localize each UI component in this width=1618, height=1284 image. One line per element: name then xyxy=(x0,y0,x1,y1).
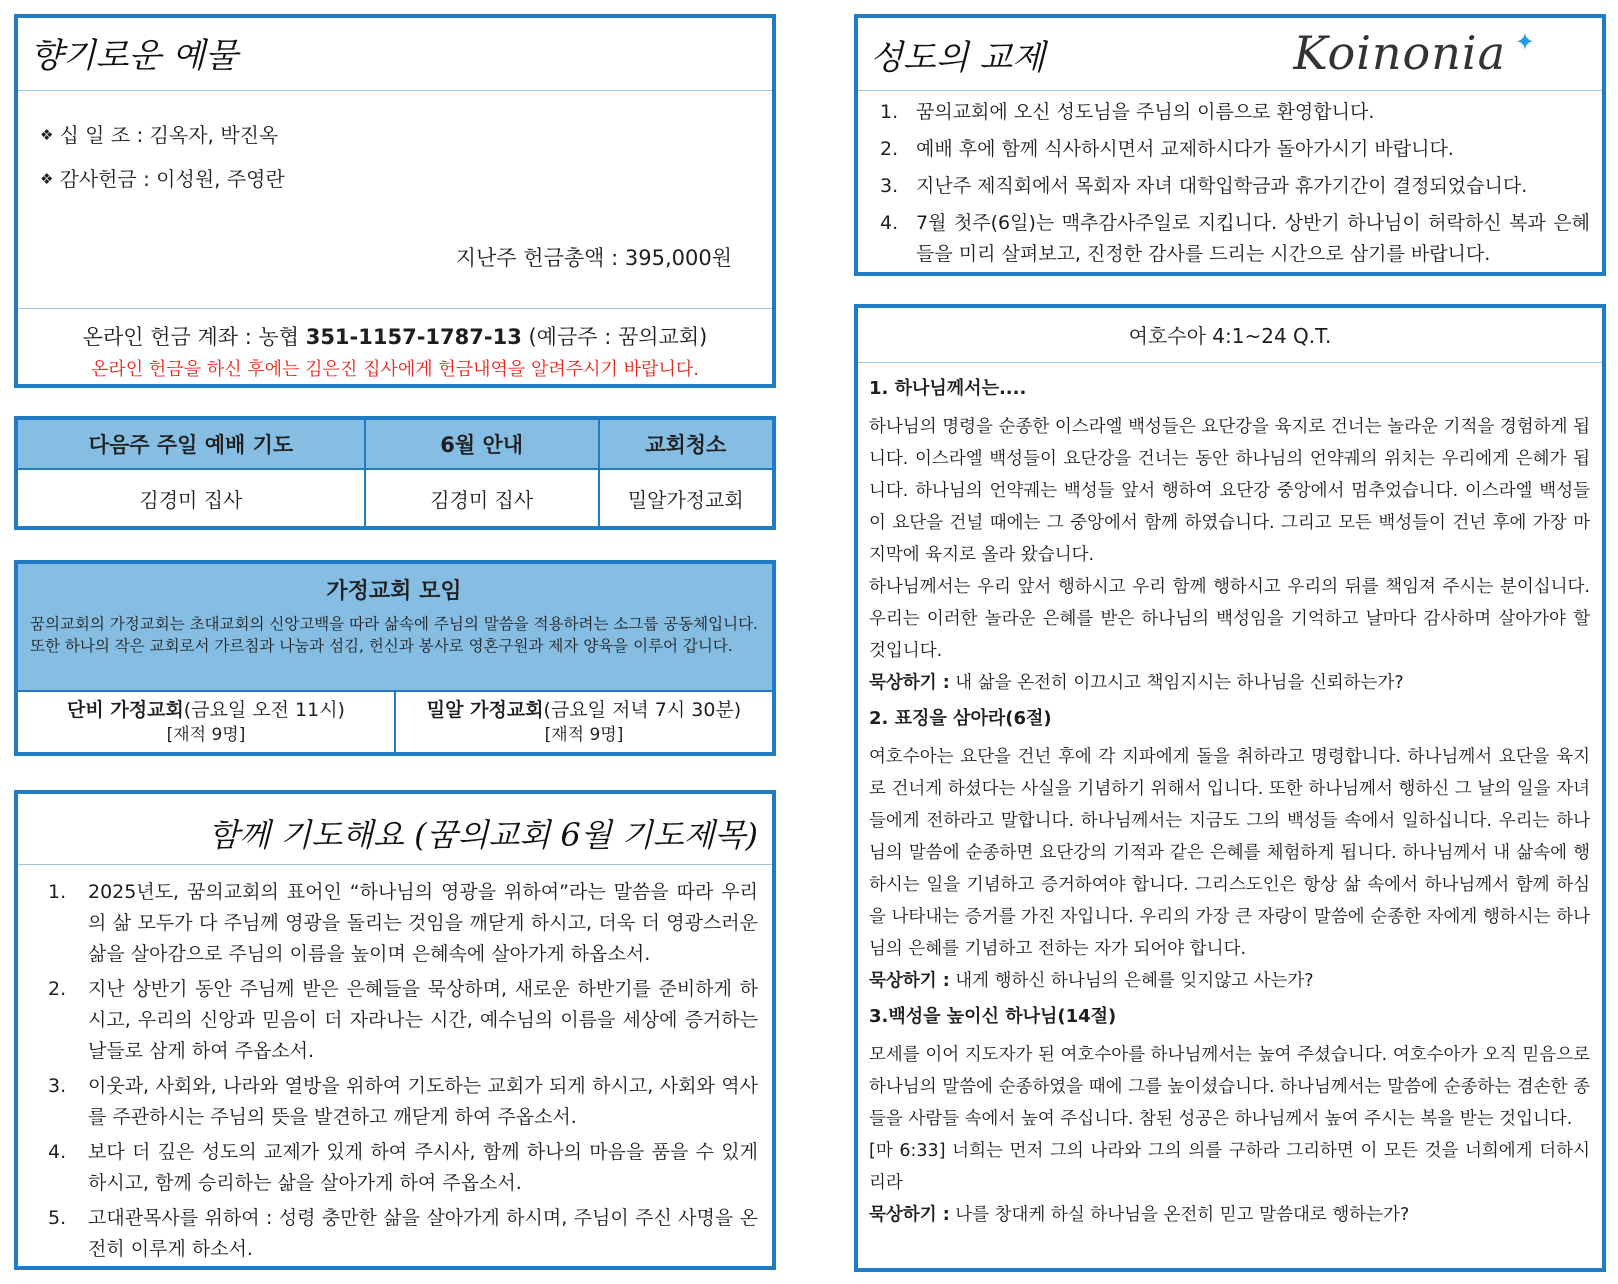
meditate-label: 묵상하기 : xyxy=(869,1205,950,1225)
duty-header-prayer: 다음주 주일 예배 기도 xyxy=(18,420,365,469)
thanks-text: 감사헌금 : 이성원, 주영란 xyxy=(59,167,285,191)
qt-paragraph: 하나님의 명령을 순종한 이스라엘 백성들은 요단강을 육지로 건너는 놀라운 기적을 경험하게 됩니다. 이스라엘 백성들이 요단강을 건너는 동안 하나님의 언약궤의 위치는 우리에게 은혜가 됩니다. 하나님의 언약궤는 백성들 앞서 행하여 요단강 중앙에서 멈추었습니다. 이스라엘 백성들이 요단을 건널 때에는 그 중앙에서 함께 하였습니다. 그리고 모든 백성들이 건넌 후에 가장 마지막에 육지로 올라 왔습니다. xyxy=(869,417,1590,565)
house-church-box xyxy=(14,560,776,756)
list-item xyxy=(48,1137,758,1199)
group-milal xyxy=(396,692,772,752)
diamond-bullet-icon: ❖ xyxy=(40,126,54,144)
diamond-bullet-icon: ❖ xyxy=(40,170,54,188)
item-number: 5. xyxy=(48,1207,67,1229)
meditation-text: 내 삶을 온전히 이끄시고 책임지시는 하나님을 신뢰하는가? xyxy=(949,673,1404,693)
duty-value-prayer: 김경미 집사 xyxy=(18,469,365,526)
group-members: [재적 9명] xyxy=(544,725,624,745)
account-number: 351-1157-1787-13 xyxy=(305,325,522,349)
house-church-title: 가정교회 모임 xyxy=(326,579,462,604)
item-number: 3. xyxy=(880,175,899,197)
qt-section-heading: 3.백성을 높이신 하나님(14절) xyxy=(869,1006,1117,1027)
house-church-groups xyxy=(18,692,772,752)
list-item xyxy=(880,134,1590,165)
item-number: 2. xyxy=(48,978,67,1000)
meditation-text: 나를 창대케 하실 하나님을 온전히 믿고 말씀대로 행하는가? xyxy=(949,1205,1410,1225)
qt-title: 여호수아 4:1~24 Q.T. xyxy=(1128,324,1332,348)
list-item xyxy=(48,1071,758,1133)
duty-value-cleaning: 밀알가정교회 xyxy=(627,487,744,512)
item-number: 2. xyxy=(880,138,899,160)
item-text: 7월 첫주(6일)는 맥추감사주일로 지킵니다. 상반기 하나님이 허락하신 복과 은혜들을 미리 살펴보고, 진정한 감사를 드리는 시간으로 삼기를 바랍니다. xyxy=(916,212,1590,265)
group-name: 단비 가정교회 xyxy=(67,699,184,721)
qt-section-heading: 2. 표징을 삼아라(6절) xyxy=(869,708,1052,729)
offering-heading: 향기로운 예물 xyxy=(30,36,238,76)
koinonia-logo xyxy=(1293,26,1536,80)
meditate-label: 묵상하기 : xyxy=(869,673,950,693)
qt-box xyxy=(854,304,1606,1272)
item-text: 보다 더 깊은 성도의 교제가 있게 하여 주시사, 함께 하나의 마음을 품을 수 있게 하시고, 함께 승리하는 삶을 살아가게 하여 주옵소서. xyxy=(88,1141,758,1194)
account-prefix: 온라인 헌금 계좌 : 농협 xyxy=(82,325,306,349)
qt-paragraph: [마 6:33] 너희는 먼저 그의 나라와 그의 의를 구하라 그리하면 이 모든 것을 너희에게 더하시리라 xyxy=(869,1141,1590,1193)
house-church-intro xyxy=(18,564,772,692)
prayer-heading: 함께 기도해요 (꿈의교회 6월 기도제목) xyxy=(208,816,758,854)
item-text: 꿈의교회에 오신 성도님을 주님의 이름으로 환영합니다. xyxy=(916,101,1375,123)
qt-meditation xyxy=(869,1199,1590,1231)
tithe-line xyxy=(40,113,772,157)
item-text: 지난 상반기 동안 주님께 받은 은혜들을 묵상하며, 새로운 하반기를 준비하게 하시고, 우리의 신앙과 믿음이 더 자라나는 시간, 예수님의 이름을 세상에 증거하는 날들로 삼게 하여 주옵소서. xyxy=(88,978,758,1062)
house-church-description: 꿈의교회의 가정교회는 초대교회의 신앙고백을 따라 삶속에 주님의 말씀을 적용하려는 소그룹 공동체입니다. 또한 하나의 작은 교회로서 가르침과 나눔과 섬김, 헌신과 봉사로 영혼구원과 제자 양육을 이루어 갑니다. xyxy=(30,615,758,655)
account-suffix: (예금주 : 꿈의교회) xyxy=(521,325,708,349)
thanks-line xyxy=(40,157,772,201)
item-number: 1. xyxy=(880,101,899,123)
account-line xyxy=(18,321,772,351)
qt-paragraph: 여호수아는 요단을 건넌 후에 각 지파에게 돌을 취하라고 명령합니다. 하나님께서 요단을 육지로 건너게 하셨다는 사실을 기념하기 위해서 입니다. 또한 하나님께서 행하신 그 날의 일을 자녀들에게 전하라고 말합니다. 하나님께서는 지금도 그의 백성들 속에서 일하십니다. 우리는 하나님의 말씀에 순종하면 요단강의 기적과 같은 은혜를 체험하게 됩니다. 하나님께서 내 삶속에 행하시는 일을 기념하고 증거하여야 합니다. 그리스도인은 항상 삶 속에서 하나님께서 함께 하심을 나타내는 증거를 가진 자입니다. 우리의 가장 큰 자랑이 말씀에 순종한 자에게 행하시는 하나님의 은혜를 기념하고 전하는 자가 되어야 합니다. xyxy=(869,747,1590,959)
offering-header xyxy=(18,18,772,90)
duty-header-june: 6월 안내 xyxy=(365,420,599,469)
qt-meditation xyxy=(869,667,1590,699)
fellowship-heading: 성도의 교제 xyxy=(870,38,1046,78)
duty-header-cleaning: 교회청소 xyxy=(599,420,772,469)
item-number: 4. xyxy=(880,212,899,234)
item-number: 4. xyxy=(48,1141,67,1163)
group-danbi xyxy=(18,692,396,752)
qt-section-heading: 1. 하나님께서는.... xyxy=(869,378,1027,399)
qt-paragraph: 모세를 이어 지도자가 된 여호수아를 하나님께서는 높여 주셨습니다. 여호수아가 오직 믿음으로 하나님의 말씀에 순종하였을 때에 그를 높이셨습니다. 하나님께서는 말씀에 순종하는 겸손한 종들을 사람들 속에서 높여 주십니다. 참된 성공은 하나님께서 높여 주시는 복을 받는 것입니다. xyxy=(869,1045,1590,1129)
qt-paragraph: 하나님께서는 우리 앞서 행하시고 우리 함께 행하시고 우리의 뒤를 책임져 주시는 분이십니다. 우리는 이러한 놀라운 은혜를 받은 하나님의 백성임을 기억하고 날마다 감사하며 살아가야 할 것입니다. xyxy=(869,577,1590,661)
list-item xyxy=(48,1203,758,1265)
divider xyxy=(18,864,772,865)
offering-box xyxy=(14,14,776,388)
list-item xyxy=(48,877,758,970)
group-name: 밀알 가정교회 xyxy=(426,699,544,721)
group-time: (금요일 저녁 7시 30분) xyxy=(543,699,742,721)
divider xyxy=(18,308,772,309)
item-text: 고대관목사를 위하여 : 성령 충만한 삶을 살아가게 하시며, 주님이 주신 사명을 온전히 이루게 하소서. xyxy=(88,1207,758,1260)
meditate-label: 묵상하기 : xyxy=(869,971,950,991)
duty-table-box xyxy=(14,416,776,530)
item-number: 3. xyxy=(48,1075,67,1097)
group-time: (금요일 오전 11시) xyxy=(183,699,345,721)
account-warning: 온라인 헌금을 하신 후에는 김은진 집사에게 헌금내역을 알려주시기 바랍니다. xyxy=(91,359,699,380)
star-icon: ✦ xyxy=(1514,28,1536,56)
duty-table xyxy=(18,420,772,526)
logo-text: Koinonia xyxy=(1293,26,1506,80)
tithe-text: 십 일 조 : 김옥자, 박진옥 xyxy=(59,123,279,147)
divider xyxy=(858,90,1602,91)
fellowship-box xyxy=(854,14,1606,276)
account-section xyxy=(18,308,772,381)
offering-list xyxy=(18,91,772,201)
qt-body xyxy=(858,363,1602,1231)
list-item xyxy=(880,171,1590,202)
prayer-box xyxy=(14,790,776,1270)
fellowship-header xyxy=(858,18,1602,90)
list-item xyxy=(48,974,758,1067)
duty-value-june: 김경미 집사 xyxy=(365,469,599,526)
group-members: [재적 9명] xyxy=(166,725,246,745)
item-text: 이웃과, 사회와, 나라와 열방을 위하여 기도하는 교회가 되게 하시고, 사회와 역사를 주관하시는 주님의 뜻을 발견하고 깨닫게 하여 주옵소서. xyxy=(88,1075,758,1128)
item-number: 1. xyxy=(48,881,67,903)
item-text: 예배 후에 함께 식사하시면서 교제하시다가 돌아가시기 바랍니다. xyxy=(916,138,1454,160)
item-text: 지난주 제직회에서 목회자 자녀 대학입학금과 휴가기간이 결정되었습니다. xyxy=(916,175,1528,197)
list-item xyxy=(880,208,1590,270)
meditation-text: 내게 행하신 하나님의 은혜를 잊지않고 사는가? xyxy=(949,971,1314,991)
fellowship-list xyxy=(858,97,1602,270)
item-text: 2025년도, 꿈의교회의 표어인 “하나님의 영광을 위하여”라는 말씀을 따라 우리의 삶 모두가 다 주님께 영광을 돌리는 것임을 깨닫게 하시고, 더욱 더 영광스러운 삶을 살아감으로 주님의 이름을 높이며 은혜속에 살아가게 하옵소서. xyxy=(88,881,759,965)
qt-meditation xyxy=(869,965,1590,997)
offering-total: 지난주 헌금총액 : 395,000원 xyxy=(455,246,732,270)
prayer-list xyxy=(18,877,772,1265)
list-item xyxy=(880,97,1590,128)
